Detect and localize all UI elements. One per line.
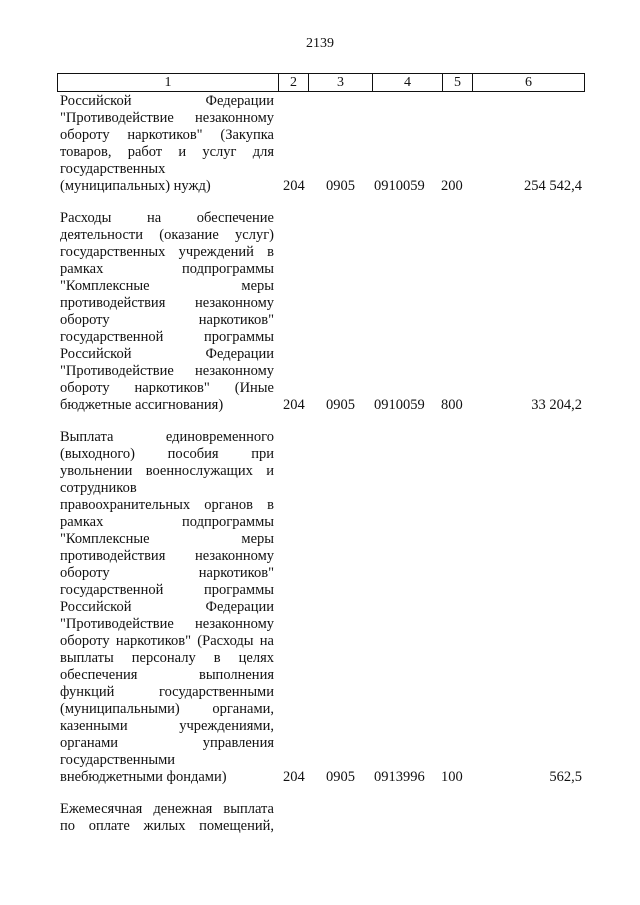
code-section: 0905 bbox=[326, 769, 355, 785]
description-word: в bbox=[213, 650, 221, 666]
description-line bbox=[60, 480, 274, 497]
description-word: противодействия bbox=[60, 548, 166, 564]
description-word: товаров, bbox=[60, 144, 112, 160]
description-word: наркотиков" bbox=[127, 127, 203, 143]
description-line bbox=[60, 582, 274, 599]
description-word: Российской bbox=[60, 346, 132, 362]
description-line bbox=[60, 210, 274, 227]
description-word: обороту bbox=[60, 127, 110, 143]
description-word: (муниципальными) bbox=[60, 701, 180, 717]
row-codes bbox=[0, 818, 640, 835]
description-word: на bbox=[147, 210, 162, 226]
description-word: государственными bbox=[60, 752, 176, 768]
description-word: выплата bbox=[223, 801, 274, 817]
description-word: увольнении bbox=[60, 463, 133, 479]
description-word: бюджетные ассигнования) bbox=[60, 397, 224, 413]
description-word: управления bbox=[202, 735, 274, 751]
description-word: меры bbox=[241, 531, 274, 547]
description-word: оплате bbox=[88, 818, 130, 834]
description-line bbox=[60, 565, 274, 582]
code-target-article: 0913996 bbox=[374, 769, 425, 785]
description-word: подпрограммы bbox=[182, 514, 274, 530]
header-col-2: 2 bbox=[278, 74, 308, 91]
description-word: на bbox=[259, 633, 274, 649]
description-word: наркотиков" bbox=[198, 565, 274, 581]
description-word: государственной bbox=[60, 582, 164, 598]
description-line bbox=[60, 295, 274, 312]
description-line bbox=[60, 346, 274, 363]
description-word: в bbox=[267, 497, 274, 513]
description-word: обеспечения bbox=[60, 667, 138, 683]
description-word: сотрудников bbox=[60, 480, 137, 496]
description-line bbox=[60, 110, 274, 127]
description-word: и bbox=[178, 144, 187, 160]
description-word: обороту bbox=[60, 633, 110, 649]
description-line bbox=[60, 93, 274, 110]
description-word: функций bbox=[60, 684, 115, 700]
code-ministry: 204 bbox=[283, 397, 305, 413]
description-word: "Противодействие bbox=[60, 110, 174, 126]
description-word: "Комплексные bbox=[60, 278, 150, 294]
description-line bbox=[60, 363, 274, 380]
table-row bbox=[0, 93, 640, 195]
description-word: денежная bbox=[153, 801, 213, 817]
description-word: незаконному bbox=[194, 548, 274, 564]
description-word: (оказание bbox=[159, 227, 219, 243]
description-word: незаконному bbox=[194, 110, 274, 126]
description-word: Ежемесячная bbox=[60, 801, 143, 817]
header-col-5: 5 bbox=[442, 74, 472, 91]
code-expense-type: 800 bbox=[441, 397, 463, 413]
code-expense-type: 200 bbox=[441, 178, 463, 194]
table-row bbox=[0, 429, 640, 786]
description-word: помещений, bbox=[199, 818, 274, 834]
description-word: и bbox=[266, 463, 274, 479]
description-word: правоохранительных bbox=[60, 497, 191, 513]
description-line bbox=[60, 329, 274, 346]
description-word: незаконному bbox=[194, 363, 274, 379]
description-line bbox=[60, 227, 274, 244]
description-line bbox=[60, 463, 274, 480]
description-word: подпрограммы bbox=[182, 261, 274, 277]
header-col-1: 1 bbox=[164, 75, 172, 90]
header-col-6: 6 bbox=[472, 74, 584, 91]
description-word: (Иные bbox=[234, 380, 274, 396]
row-description bbox=[60, 429, 274, 786]
description-line bbox=[60, 616, 274, 633]
row-codes bbox=[0, 769, 640, 786]
description-word: учреждениями, bbox=[179, 718, 274, 734]
description-word: государственных bbox=[60, 161, 166, 177]
description-word: обороту bbox=[60, 565, 110, 581]
description-line bbox=[60, 380, 274, 397]
amount: 562,5 bbox=[549, 769, 582, 785]
description-word: работ bbox=[127, 144, 163, 160]
description-line bbox=[60, 312, 274, 329]
description-word: органами, bbox=[212, 701, 274, 717]
description-word: Федерации bbox=[205, 346, 274, 362]
description-word: Федерации bbox=[205, 93, 274, 109]
description-line bbox=[60, 801, 274, 818]
description-word: незаконному bbox=[194, 616, 274, 632]
description-word: целях bbox=[238, 650, 274, 666]
description-word: Выплата bbox=[60, 429, 114, 445]
description-word: при bbox=[251, 446, 274, 462]
page-number: 2139 bbox=[306, 36, 334, 51]
header-col-4: 4 bbox=[372, 74, 442, 91]
code-expense-type: 100 bbox=[441, 769, 463, 785]
code-ministry: 204 bbox=[283, 178, 305, 194]
description-word: обороту bbox=[60, 312, 110, 328]
description-word: наркотиков" bbox=[115, 633, 192, 649]
description-line bbox=[60, 599, 274, 616]
amount: 33 204,2 bbox=[531, 397, 582, 413]
description-word: военнослужащих bbox=[145, 463, 253, 479]
description-word: казенными bbox=[60, 718, 128, 734]
description-line bbox=[60, 531, 274, 548]
code-target-article: 0910059 bbox=[374, 397, 425, 413]
description-line bbox=[60, 261, 274, 278]
description-word: "Комплексные bbox=[60, 531, 150, 547]
description-word: (Закупка bbox=[220, 127, 274, 143]
description-word: программы bbox=[204, 329, 274, 345]
row-description bbox=[60, 210, 274, 414]
description-word: услуг) bbox=[235, 227, 274, 243]
description-word: Российской bbox=[60, 93, 132, 109]
description-word: наркотиков" bbox=[198, 312, 274, 328]
description-word: незаконному bbox=[194, 295, 274, 311]
table-row bbox=[0, 210, 640, 414]
description-line bbox=[60, 684, 274, 701]
description-word: услуг bbox=[202, 144, 237, 160]
description-word: (выходного) bbox=[60, 446, 135, 462]
description-word: органов bbox=[204, 497, 254, 513]
description-line bbox=[60, 514, 274, 531]
description-word: государственной bbox=[60, 329, 164, 345]
description-word: выполнения bbox=[198, 667, 274, 683]
row-codes bbox=[0, 397, 640, 414]
row-codes bbox=[0, 178, 640, 195]
header-col-3: 3 bbox=[308, 74, 372, 91]
description-word: (муниципальных) нужд) bbox=[60, 178, 211, 194]
description-line bbox=[60, 752, 274, 769]
description-word: государственных bbox=[60, 244, 166, 260]
description-word: учреждений bbox=[178, 244, 254, 260]
description-word: персоналу bbox=[131, 650, 196, 666]
description-word: наркотиков" bbox=[134, 380, 210, 396]
code-target-article: 0910059 bbox=[374, 178, 425, 194]
table-row bbox=[0, 801, 640, 835]
description-word: противодействия bbox=[60, 295, 166, 311]
description-line bbox=[60, 667, 274, 684]
description-line bbox=[60, 701, 274, 718]
description-word: выплаты bbox=[60, 650, 114, 666]
description-word: внебюджетными фондами) bbox=[60, 769, 227, 785]
amount: 254 542,4 bbox=[524, 178, 582, 194]
description-word: "Противодействие bbox=[60, 616, 174, 632]
description-word: Российской bbox=[60, 599, 132, 615]
description-word: обороту bbox=[60, 380, 110, 396]
description-line bbox=[60, 244, 274, 261]
description-word: органами bbox=[60, 735, 119, 751]
description-word: "Противодействие bbox=[60, 363, 174, 379]
description-line bbox=[60, 429, 274, 446]
description-word: (Расходы bbox=[197, 633, 254, 649]
description-line bbox=[60, 548, 274, 565]
description-word: государственными bbox=[158, 684, 274, 700]
description-word: по bbox=[60, 818, 76, 834]
description-line bbox=[60, 446, 274, 463]
description-line bbox=[60, 278, 274, 295]
code-section: 0905 bbox=[326, 178, 355, 194]
description-word: программы bbox=[204, 582, 274, 598]
description-word: рамках bbox=[60, 261, 104, 277]
description-line bbox=[60, 497, 274, 514]
description-line bbox=[60, 718, 274, 735]
description-line bbox=[60, 144, 274, 161]
description-line bbox=[60, 633, 274, 650]
description-line bbox=[60, 650, 274, 667]
description-word: Федерации bbox=[205, 599, 274, 615]
table-body bbox=[0, 93, 640, 850]
code-section: 0905 bbox=[326, 397, 355, 413]
code-ministry: 204 bbox=[283, 769, 305, 785]
description-word: меры bbox=[241, 278, 274, 294]
description-word: Расходы bbox=[60, 210, 112, 226]
description-word: рамках bbox=[60, 514, 104, 530]
description-line bbox=[60, 735, 274, 752]
table-header bbox=[57, 73, 585, 92]
description-word: единовременного bbox=[165, 429, 274, 445]
description-word: обеспечение bbox=[196, 210, 274, 226]
description-word: пособия bbox=[167, 446, 219, 462]
description-word: в bbox=[267, 244, 274, 260]
description-word: для bbox=[252, 144, 274, 160]
description-line bbox=[60, 127, 274, 144]
description-word: жилых bbox=[143, 818, 186, 834]
description-line bbox=[60, 161, 274, 178]
description-word: деятельности bbox=[60, 227, 144, 243]
